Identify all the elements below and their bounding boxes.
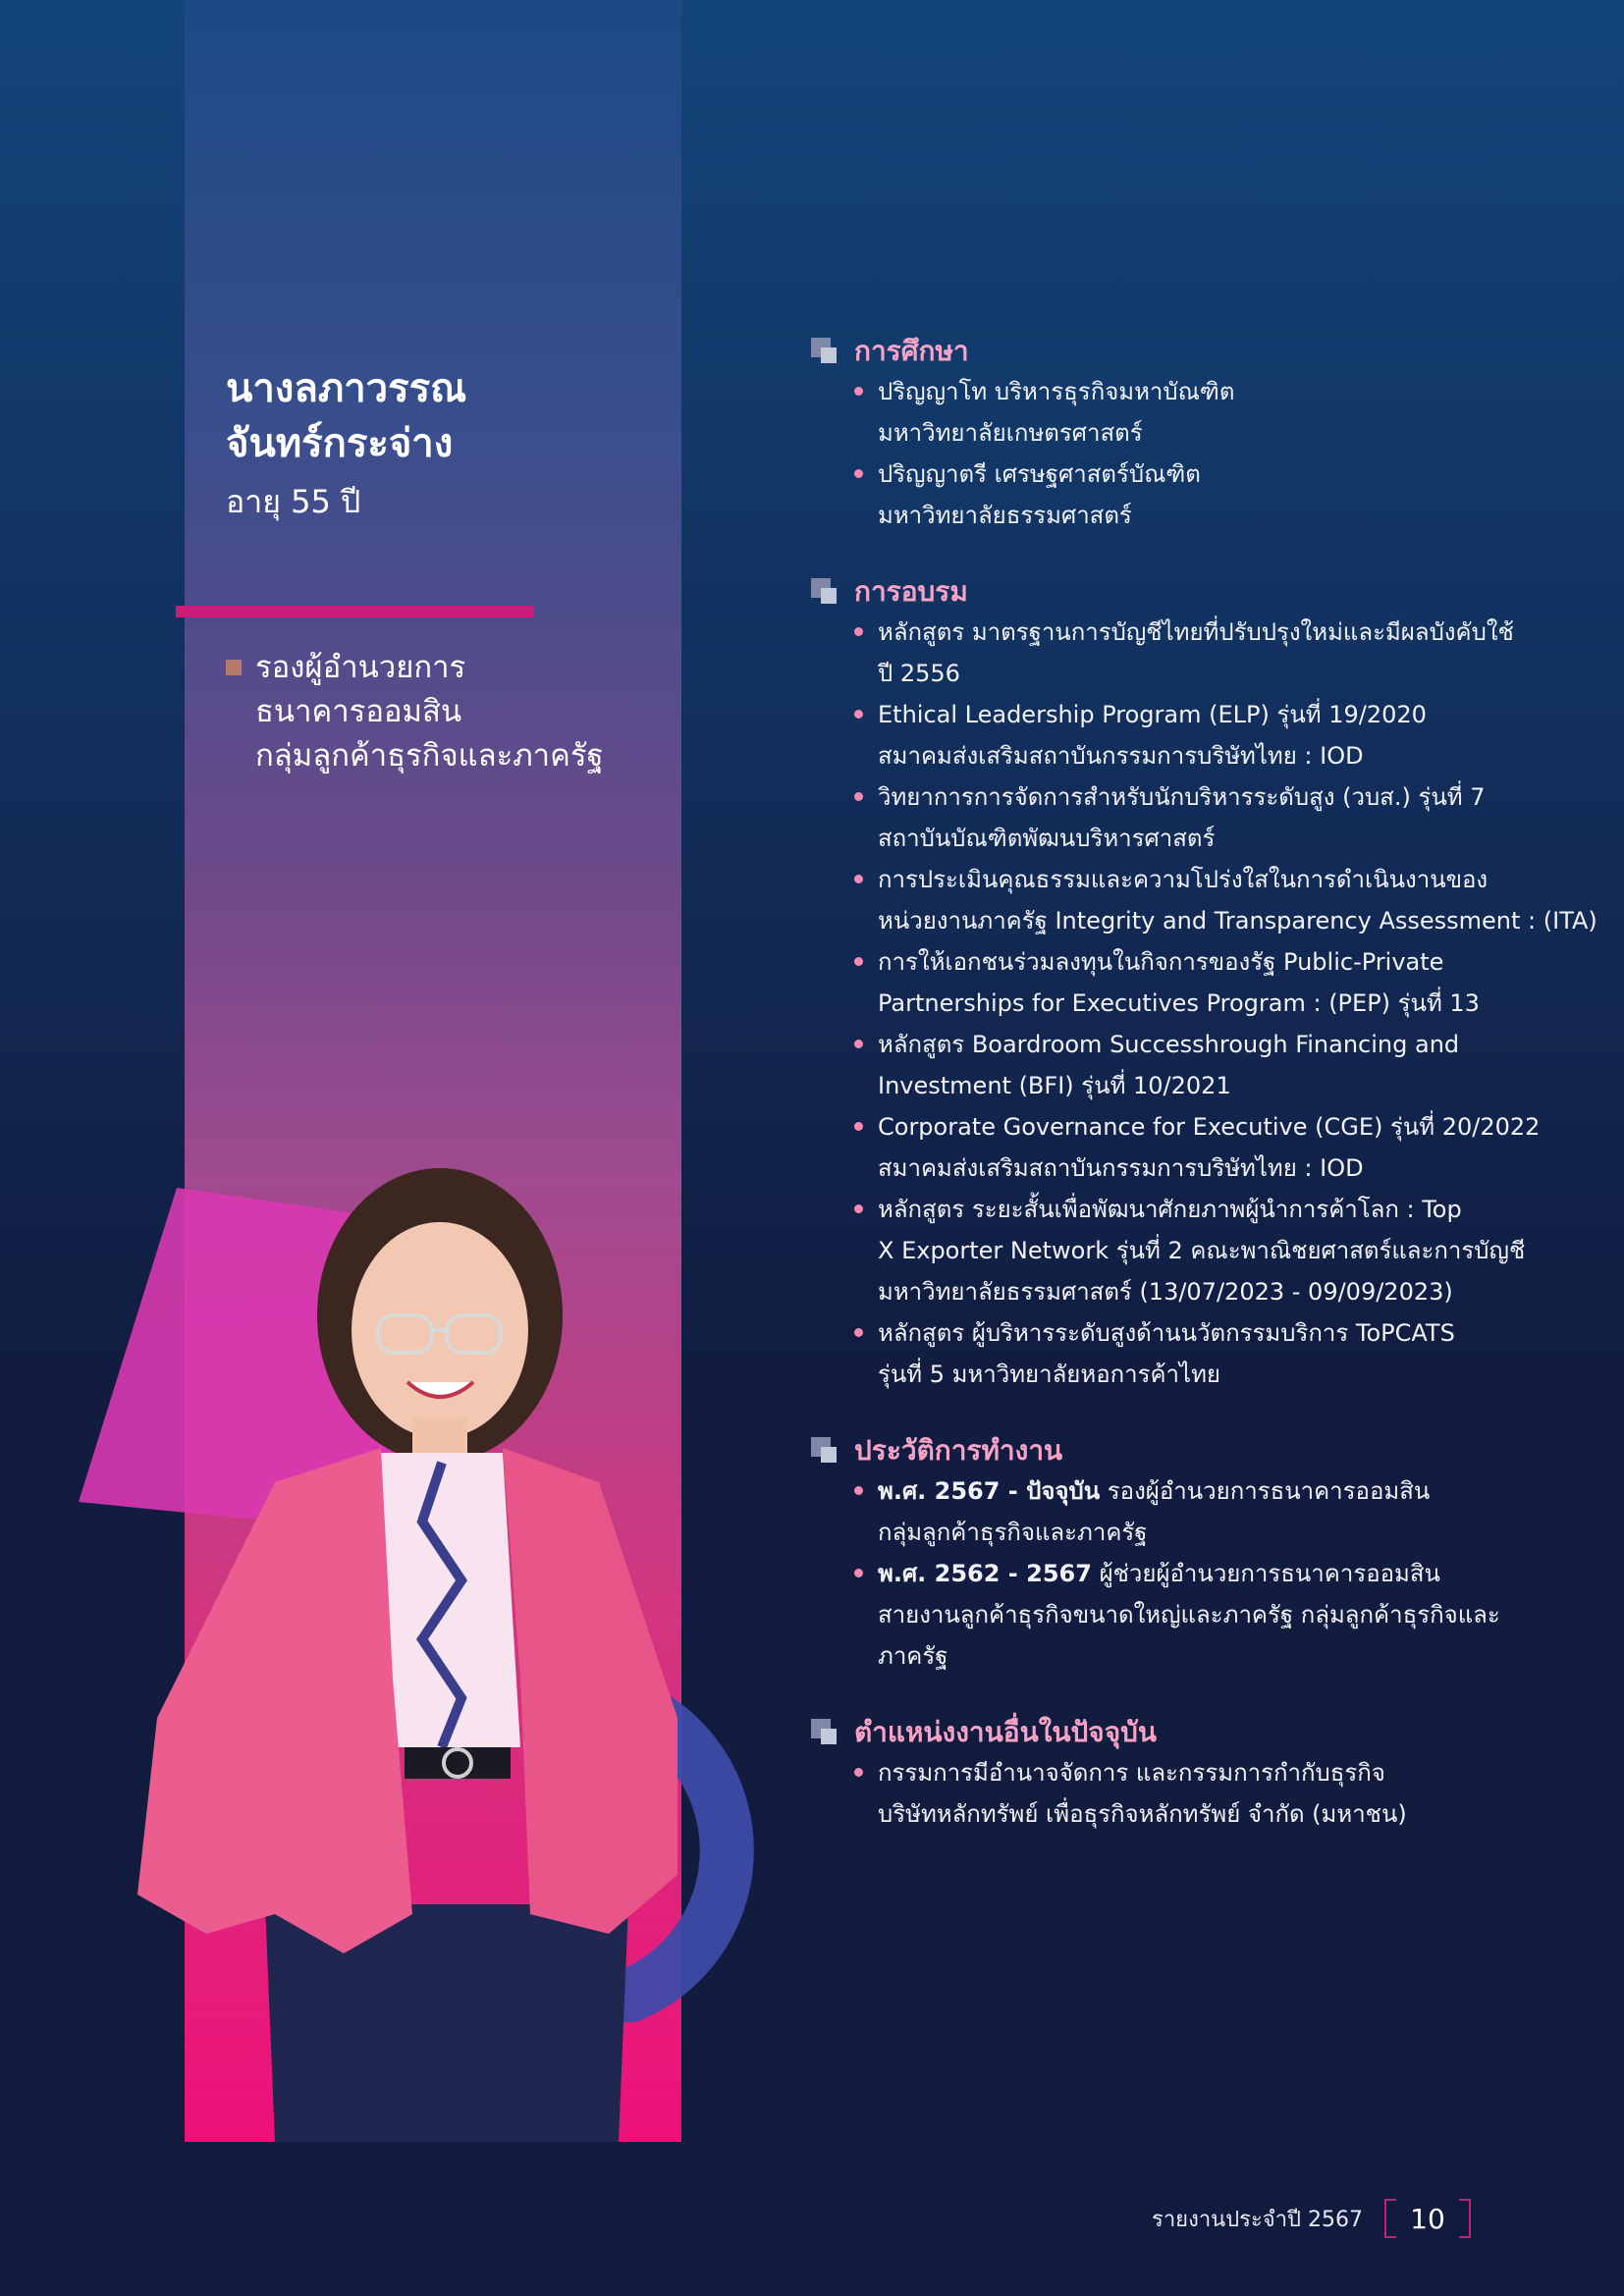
work-role: ผู้ช่วยผู้อำนวยการธนาคารออมสิน	[1099, 1560, 1440, 1587]
executive-name	[226, 361, 466, 471]
item-line: การประเมินคุณธรรมและความโปร่งใสในการดำเนินงานของ	[878, 866, 1489, 893]
item-line: Partnerships for Executives Program : (PEP) รุ่นที่ 13	[878, 989, 1480, 1017]
item-line: กลุ่มลูกค้าธุรกิจและภาครัฐ	[878, 1519, 1148, 1546]
education-section	[811, 332, 1471, 536]
square-bullet-icon	[226, 660, 242, 675]
item-line: วิทยาการการจัดการสำหรับนักบริหารระดับสูง (วบส.) รุ่นที่ 7	[878, 783, 1486, 811]
other-positions-section	[811, 1713, 1471, 1835]
list-item	[854, 371, 1471, 454]
list-item	[854, 859, 1597, 941]
item-line: ภาครัฐ	[878, 1642, 948, 1670]
item-line	[878, 1553, 1471, 1594]
position-line: รองผู้อำนวยการ	[255, 650, 466, 685]
report-label: รายงานประจำปี 2567	[1152, 2207, 1363, 2232]
list-item	[854, 694, 1471, 776]
list-item	[854, 1470, 1471, 1553]
item-line: หลักสูตร Boardroom Successhrough Financing and	[878, 1031, 1460, 1058]
section-squares-icon	[811, 578, 839, 606]
item-line: Investment (BFI) รุ่นที่ 10/2021	[878, 1072, 1231, 1099]
work-role: รองผู้อำนวยการธนาคารออมสิน	[1107, 1477, 1431, 1505]
section-header	[811, 1713, 1471, 1752]
item-line: ปี 2556	[878, 660, 960, 687]
item-line: สายงานลูกค้าธุรกิจขนาดใหญ่และภาครัฐ กลุ่มลูกค้าธุรกิจและ	[878, 1601, 1500, 1629]
section-title: การศึกษา	[854, 335, 969, 367]
accent-divider	[176, 606, 534, 617]
item-line: Corporate Governance for Executive (CGE) รุ่นที่ 20/2022	[878, 1113, 1541, 1141]
item-line: ปริญญาตรี เศรษฐศาสตร์บัณฑิต	[878, 460, 1201, 488]
section-squares-icon	[811, 1437, 839, 1465]
item-line: หน่วยงานภาครัฐ Integrity and Transparency Assessment : (ITA)	[878, 907, 1597, 934]
section-squares-icon	[811, 338, 839, 365]
section-title: ตำแหน่งงานอื่นในปัจจุบัน	[854, 1716, 1158, 1748]
item-line: Ethical Leadership Program (ELP) รุ่นที่ 19/2020	[878, 701, 1427, 728]
section-squares-icon	[811, 1719, 839, 1746]
executive-age: อายุ 55 ปี	[226, 483, 361, 520]
right-bracket-icon	[1459, 2199, 1471, 2238]
name-line-2: จันทร์กระจ่าง	[226, 421, 454, 466]
list-item	[854, 612, 1514, 694]
item-line: ปริญญาโท บริหารธุรกิจมหาบัณฑิต	[878, 378, 1235, 405]
item-line: หลักสูตร ระยะสั้นเพื่อพัฒนาศักยภาพผู้นำการค้าโลก : Top	[878, 1196, 1462, 1223]
education-list	[811, 371, 1471, 536]
item-line: หลักสูตร ผู้บริหารระดับสูงด้านนวัตกรรมบริการ ToPCATS	[878, 1319, 1455, 1347]
work-period: พ.ศ. 2567 - ปัจจุบัน	[878, 1477, 1101, 1505]
executive-portrait	[128, 1168, 707, 2142]
item-line: มหาวิทยาลัยธรรมศาสตร์	[878, 502, 1132, 529]
item-line: สมาคมส่งเสริมสถาบันกรรมการบริษัทไทย : IOD	[878, 1154, 1364, 1182]
item-line: รุ่นที่ 5 มหาวิทยาลัยหอการค้าไทย	[878, 1361, 1220, 1388]
work-history-list	[811, 1470, 1500, 1677]
page-number-box	[1384, 2199, 1471, 2238]
section-header	[811, 572, 1471, 612]
biography-content	[811, 332, 1597, 1871]
item-line: สถาบันบัณฑิตพัฒนบริหารศาสตร์	[878, 825, 1216, 852]
list-item	[854, 1189, 1526, 1312]
list-item	[854, 454, 1471, 536]
other-positions-list	[811, 1752, 1471, 1835]
list-item	[854, 941, 1480, 1024]
work-history-section	[811, 1431, 1500, 1677]
list-item	[854, 1024, 1471, 1106]
section-title: การอบรม	[854, 575, 968, 608]
section-header	[811, 332, 1471, 371]
item-line: กรรมการมีอำนาจจัดการ และกรรมการกำกับธุรกิจ	[878, 1759, 1385, 1787]
list-item	[854, 1312, 1471, 1395]
item-line: หลักสูตร มาตรฐานการบัญชีไทยที่ปรับปรุงใหม่และมีผลบังคับใช้	[878, 618, 1514, 646]
item-line: มหาวิทยาลัยเกษตรศาสตร์	[878, 419, 1143, 447]
item-line: การให้เอกชนร่วมลงทุนในกิจการของรัฐ Public-Private	[878, 948, 1444, 976]
list-item	[854, 776, 1486, 859]
section-title: ประวัติการทำงาน	[854, 1434, 1063, 1467]
item-line: X Exporter Network รุ่นที่ 2 คณะพาณิชยศาสตร์และการบัญชี	[878, 1237, 1526, 1264]
section-header	[811, 1431, 1471, 1470]
training-list	[811, 612, 1597, 1395]
list-item	[854, 1106, 1541, 1189]
item-line	[878, 1470, 1471, 1512]
list-item	[854, 1553, 1500, 1677]
position-line: กลุ่มลูกค้าธุรกิจและภาครัฐ	[255, 738, 604, 774]
name-line-1: นางลภาวรรณ	[226, 366, 467, 411]
item-line: มหาวิทยาลัยธรรมศาสตร์ (13/07/2023 - 09/09/2023)	[878, 1278, 1453, 1306]
work-period: พ.ศ. 2562 - 2567	[878, 1560, 1092, 1587]
list-item	[854, 1752, 1471, 1835]
training-section	[811, 572, 1597, 1395]
position-line: ธนาคารออมสิน	[255, 694, 462, 729]
item-line: สมาคมส่งเสริมสถาบันกรรมการบริษัทไทย : IOD	[878, 742, 1364, 770]
page-number: 10	[1410, 2202, 1445, 2235]
position-text	[255, 646, 604, 778]
page-footer	[1152, 2199, 1471, 2238]
item-line: บริษัทหลักทรัพย์ เพื่อธุรกิจหลักทรัพย์ จำกัด (มหาชน)	[878, 1800, 1407, 1828]
left-bracket-icon	[1384, 2199, 1396, 2238]
executive-position	[226, 646, 604, 778]
